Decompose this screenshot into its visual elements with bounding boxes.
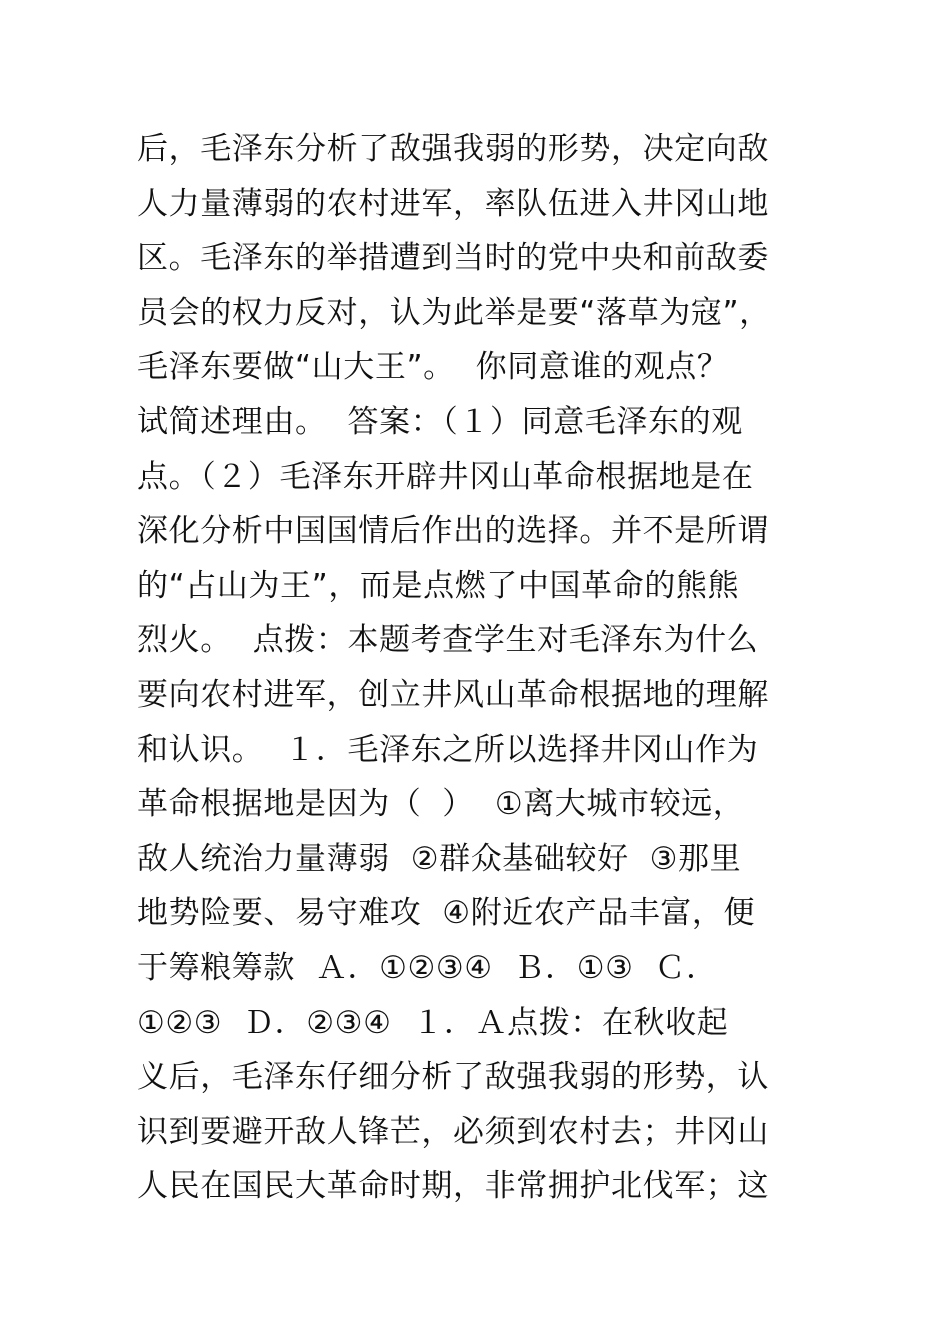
- text-line: 点。（２）毛泽东开辟井冈山革命根据地是在: [137, 458, 754, 495]
- body-text: [137, 122, 837, 1214]
- text-line: 人民在国民大革命时期，非常拥护北伐军；这: [137, 1168, 769, 1205]
- text-line: 人力量薄弱的农村进军，率队伍进入井冈山地: [137, 185, 769, 222]
- text-line: 的“占山为王”，而是点燃了中国革命的熊熊: [137, 567, 740, 604]
- text-line: 敌人统治力量薄弱 ②群众基础较好 ③那里: [137, 840, 742, 877]
- text-line: 毛泽东要做“山大王”。 你同意谁的观点？: [137, 349, 729, 386]
- text-line: 地势险要、易守难攻 ④附近农产品丰富，便: [137, 895, 756, 932]
- text-line: 要向农村进军，创立井风山革命根据地的理解: [137, 676, 769, 713]
- text-line: 识到要避开敌人锋芒，必须到农村去；井冈山: [137, 1113, 769, 1150]
- text-line: 深化分析中国国情后作出的选择。并不是所谓: [137, 513, 769, 550]
- text-line: 于筹粮筹款 Ａ．①②③④ Ｂ．①③ Ｃ．: [137, 949, 718, 986]
- text-line: ①②③ Ｄ．②③④ １．Ａ点拨：在秋收起: [137, 1004, 729, 1041]
- text-line: 革命根据地是因为（ ） ①离大城市较远，: [137, 786, 745, 823]
- text-line: 和认识。 １．毛泽东之所以选择井冈山作为: [137, 731, 759, 768]
- text-line: 员会的权力反对，认为此举是要“落草为寇”，: [137, 294, 771, 331]
- text-line: 后，毛泽东分析了敌强我弱的形势，决定向敌: [137, 131, 769, 167]
- text-line: 烈火。 点拨：本题考查学生对毛泽东为什么: [137, 622, 759, 659]
- text-line: 义后，毛泽东仔细分析了敌强我弱的形势，认: [137, 1059, 769, 1096]
- text-line: 试简述理由。 答案：（１）同意毛泽东的观: [137, 403, 743, 440]
- text-line: 区。毛泽东的举措遭到当时的党中央和前敌委: [137, 240, 769, 277]
